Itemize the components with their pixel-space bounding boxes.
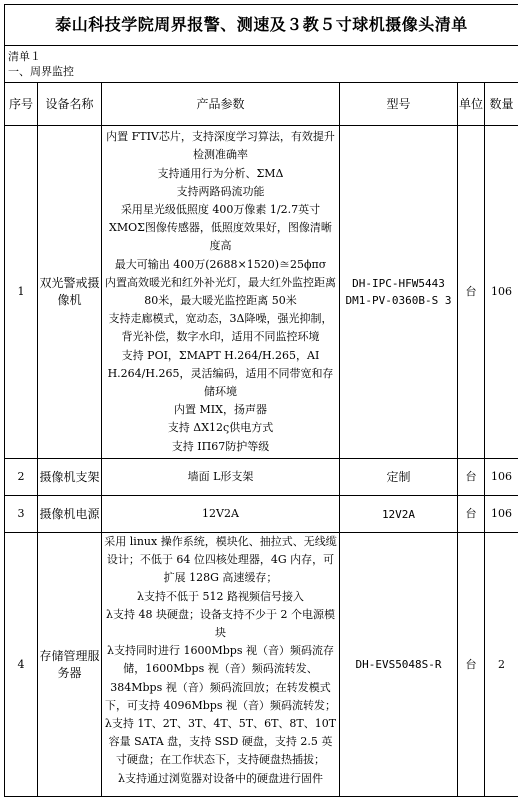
row-no: 4 — [5, 533, 38, 797]
row-model: 12V2A — [340, 496, 458, 533]
header-model: 型号 — [340, 83, 458, 126]
param-line: 最大可输出 400万(2688×1520)≅25ϕπσ — [114, 257, 327, 271]
param-line: 内置 FTIV芯片，支持深度学习算法，有效提升检测准确率 — [106, 130, 335, 162]
param-line: 支持走廊模式，宽动态，3Δ降噪，强光抑制，背光补偿，数字水印，适用不同监控环境 — [108, 312, 333, 344]
param-line: 内置高效暖光和红外补光灯，最大红外监控距离 80米，最大暖光监控距离 50米 — [105, 275, 336, 307]
table-row — [5, 533, 519, 797]
table-header-row — [5, 83, 519, 126]
row-name: 摄像机电源 — [38, 496, 102, 533]
row-unit: 台 — [458, 459, 485, 496]
param-line: λ支持 1T、2T、3T、4T、5T、6T、8T、10T 容量 SATA 盘，支持 SSD 硬盘，支持 2.5 英寸硬盘；在工作状态下，支持硬盘热插拔； — [104, 717, 337, 767]
row-name: 双光警戒摄像机 — [38, 126, 102, 459]
table-row — [5, 496, 519, 533]
row-qty: 106 — [485, 126, 519, 459]
row-no: 1 — [5, 126, 38, 459]
param-line: 采用星光级低照度 400万像素 1/2.7英寸 XMOΣ图像传感器，低照度效果好，图像清晰度高 — [109, 202, 332, 253]
header-qty: 数量 — [485, 83, 519, 126]
param-line: 采用 linux 操作系统，模块化、抽拉式、无线缆设计；不低于 64 位四核处理器，4G 内存，可扩展 128G 高速缓存； — [104, 535, 337, 585]
header-unit: 单位 — [458, 83, 485, 126]
header-params: 产品参数 — [102, 83, 340, 126]
row-model: DH-EVS5048S-R — [340, 533, 458, 797]
equipment-table — [4, 4, 518, 797]
row-model: DH-IPC-HFW5443 DM1-PV-0360B-S 3 — [340, 126, 458, 459]
row-params — [102, 459, 340, 496]
param-line: 支持 ΔX12ς供电方式 — [167, 421, 274, 435]
param-line: 支持两路码流功能 — [176, 184, 265, 198]
row-params — [102, 533, 340, 797]
param-line: 支持通用行为分析、ΣMΔ — [157, 166, 284, 180]
row-unit: 台 — [458, 126, 485, 459]
row-qty: 2 — [485, 533, 519, 797]
document-title: 泰山科技学院周界报警、测速及３教５寸球机摄像头清单 — [5, 5, 519, 46]
list-header-block — [5, 46, 519, 83]
inventory-document — [4, 4, 518, 802]
row-unit: 台 — [458, 533, 485, 797]
param-line: 内置 MIX，扬声器 — [174, 403, 267, 417]
table-row — [5, 459, 519, 496]
header-no: 序号 — [5, 83, 38, 126]
row-qty: 106 — [485, 459, 519, 496]
table-row — [5, 126, 519, 459]
param-line: 支持 POI，ΣMAPT H.264/H.265，AI H.264/H.265，灵活编码，适用不同带宽和存储环境 — [107, 348, 334, 399]
row-no: 2 — [5, 459, 38, 496]
header-name: 设备名称 — [38, 83, 102, 126]
section-label: 一、周界监控 — [8, 65, 74, 78]
row-unit: 台 — [458, 496, 485, 533]
param-line: 墙面 L形支架 — [187, 469, 254, 483]
param-line: 支持 IΠ67防护等级 — [171, 439, 270, 453]
row-model: 定制 — [340, 459, 458, 496]
row-name: 摄像机支架 — [38, 459, 102, 496]
row-params — [102, 496, 340, 533]
param-line: λ支持 48 块硬盘；设备支持不少于 2 个电源模块 — [106, 607, 335, 640]
row-qty: 106 — [485, 496, 519, 533]
param-line: λ支持同时进行 1600Mbps 视（音）频码流存储，1600Mbps 视（音）频码流转发、384Mbps 视（音）频码流回放；在转发模式下，可支持 4096Mbps 视（音）频码流转发； — [105, 644, 336, 712]
param-line: 12V2A — [202, 506, 239, 520]
param-line: λ支持不低于 512 路视频信号接入 — [137, 589, 304, 603]
row-name: 存储管理服务器 — [38, 533, 102, 797]
param-line: λ支持通过浏览器对设备中的硬盘进行固件 — [118, 771, 323, 785]
list-label: 清单１ — [8, 50, 41, 63]
row-params — [102, 126, 340, 459]
row-no: 3 — [5, 496, 38, 533]
